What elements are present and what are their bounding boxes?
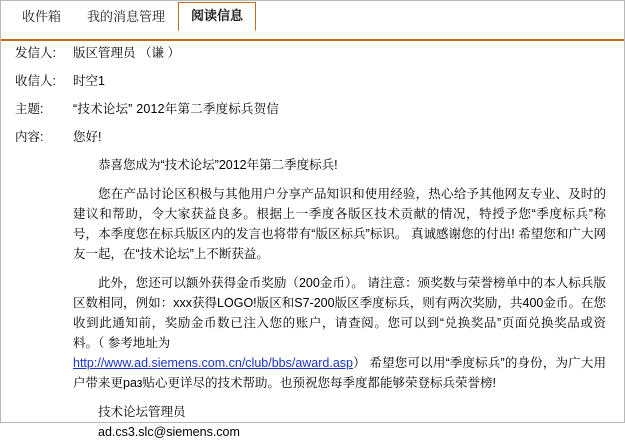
- signature-email[interactable]: ad.cs3.slc@siemens.com: [98, 425, 240, 439]
- subject-row: [15, 101, 624, 118]
- subject-value: “技术论坛” 2012年第二季度标兵贺信: [73, 102, 280, 116]
- tab-read-message[interactable]: 阅读信息: [178, 2, 256, 31]
- body-paragraph-2: 您在产品讨论区积极与其他用户分享产品知识和使用经验，热心给予其他网友专业、及时的建议和帮助，令大家获益良多。根据上一季度各版区技术贡献的情况，特授予您“季度标兵”称号，本季度您在标兵版区内的发言也将带有“版区标兵”标识。 真诚感谢您的付出! 希望您和广大网友一起，在“技术论坛”上不断获益。: [73, 187, 606, 261]
- body-greeting: 您好!: [73, 130, 102, 144]
- award-page-link[interactable]: http://www.ad.siemens.com.cn/club/bbs/award.asp: [73, 356, 353, 370]
- receiver-label: 收信人:: [15, 74, 56, 88]
- receiver-value: 时空1: [73, 74, 105, 88]
- content-label: 内容:: [15, 130, 44, 144]
- sender-value: 版区管理员 （谦 ）: [73, 46, 180, 60]
- sender-row: [15, 45, 624, 62]
- receiver-row: [15, 73, 624, 90]
- signature-name: 技术论坛管理员: [98, 405, 186, 419]
- message-header-fields: [1, 31, 624, 442]
- subject-label: 主题:: [15, 102, 44, 116]
- tab-bar: [1, 1, 624, 31]
- body-paragraph-3: [73, 273, 606, 393]
- body-paragraph-1: 恭喜您成为“技术论坛”2012年第二季度标兵!: [98, 158, 338, 172]
- body-paragraph-3-text: 此外，您还可以额外获得金币奖励（200金币）。 请注意：颁奖数与荣誉榜单中的本人标兵版区数相同，例如：xxx获得LOGO!版区和S7-200版区季度标兵，则有两次奖励，共400金币。在您收到此通知前，奖励金币数已注入您的账户，请查阅。您可以到“兑换奖品”页面兑换奖品或资料。（ 参考地址为: [73, 276, 606, 350]
- tab-inbox[interactable]: 收件箱: [22, 9, 62, 24]
- sender-label: 发信人:: [15, 46, 56, 60]
- tab-my-message-management[interactable]: 我的消息管理: [87, 9, 166, 24]
- message-body: [73, 129, 624, 442]
- content-row: [15, 129, 624, 442]
- body-paragraph-3-tail: ） 希望您可以用“季度标兵”的身份，为广大用户带来更раз贴心更详尽的技术帮助。也预祝您每季度都能够荣登标兵荣誉榜!: [73, 356, 606, 390]
- tab-bar-underline: [1, 39, 624, 41]
- signature-email-row: [73, 422, 606, 442]
